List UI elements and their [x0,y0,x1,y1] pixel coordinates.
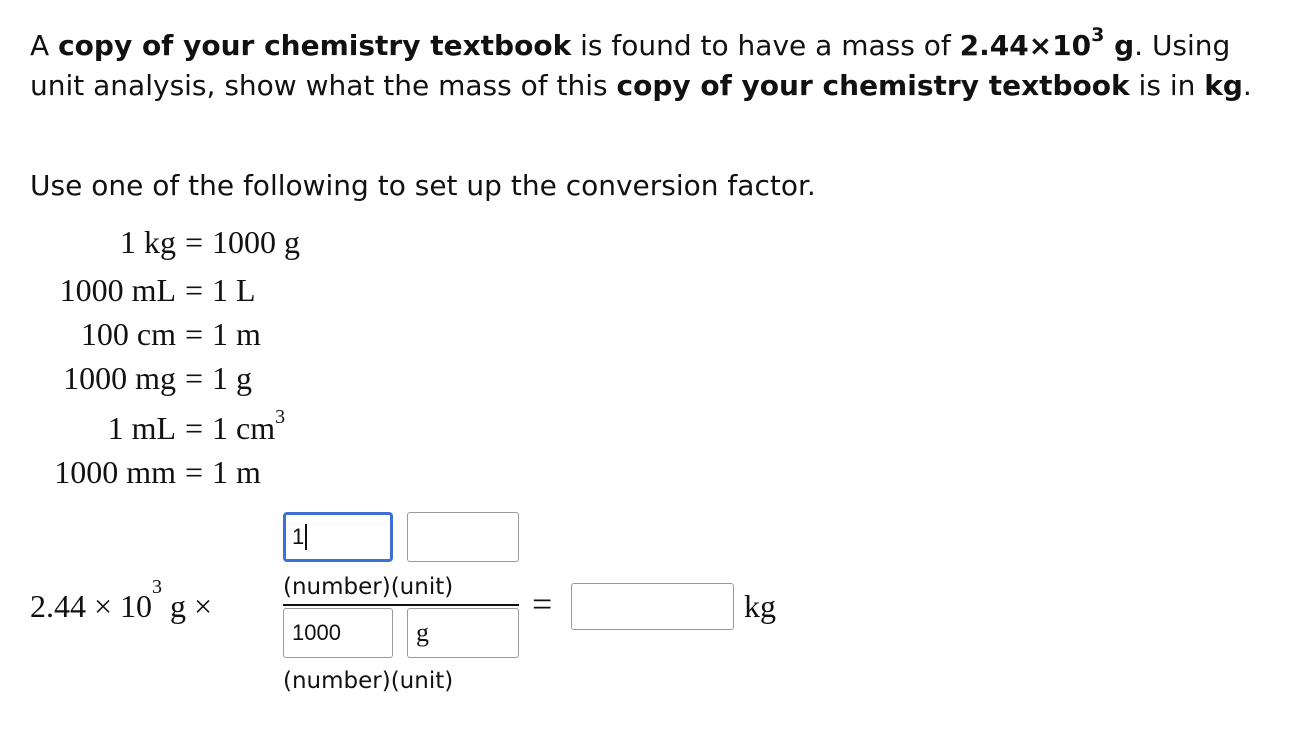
numerator-unit-input[interactable] [407,512,519,562]
equivalence-row: 1 mL = 1 $cm^3$ [107,406,286,446]
equivalence-row: 1000 mg = 1 g [63,360,252,396]
question-text [30,23,1280,106]
equivalence-row: 1 kg = 1000 g [120,224,300,260]
equivalence-row: 1000 mm = 1 m [54,454,261,490]
text-caret [305,524,307,550]
numerator-hint: (number)(unit) [283,574,454,600]
equals-sign: = [532,584,553,624]
denominator-unit-input[interactable]: g [407,608,519,658]
answer-input[interactable] [571,583,734,630]
given-mass: $2.44\times 10^3$ g [959,23,1135,62]
equivalence-row: 1000 mL = 1 L [59,272,256,308]
question-part: is in [1129,69,1205,102]
question-part: is found to have a mass of [571,29,960,62]
fraction-bar [283,604,519,606]
question-bold: copy of your chemistry textbook [616,69,1130,102]
question-part: A [30,29,59,62]
equivalence-row: 100 cm = 1 m [80,316,261,352]
answer-unit: kg [744,588,776,624]
question-part: . [1242,69,1252,102]
question-bold: copy of your chemistry textbook [58,29,572,62]
question-part: . Using unit analysis, show what the mass of this [30,29,1231,102]
target-unit: kg [1204,69,1243,102]
denominator-number-input[interactable]: 1000 [283,608,393,658]
numerator-number-input[interactable]: 1 [283,512,393,562]
given-quantity: $2.44 \times 10^3$ g × [30,576,213,624]
denominator-hint: (number)(unit) [283,668,454,694]
instruction-text: Use one of the following to set up the conversion factor. [30,169,816,202]
